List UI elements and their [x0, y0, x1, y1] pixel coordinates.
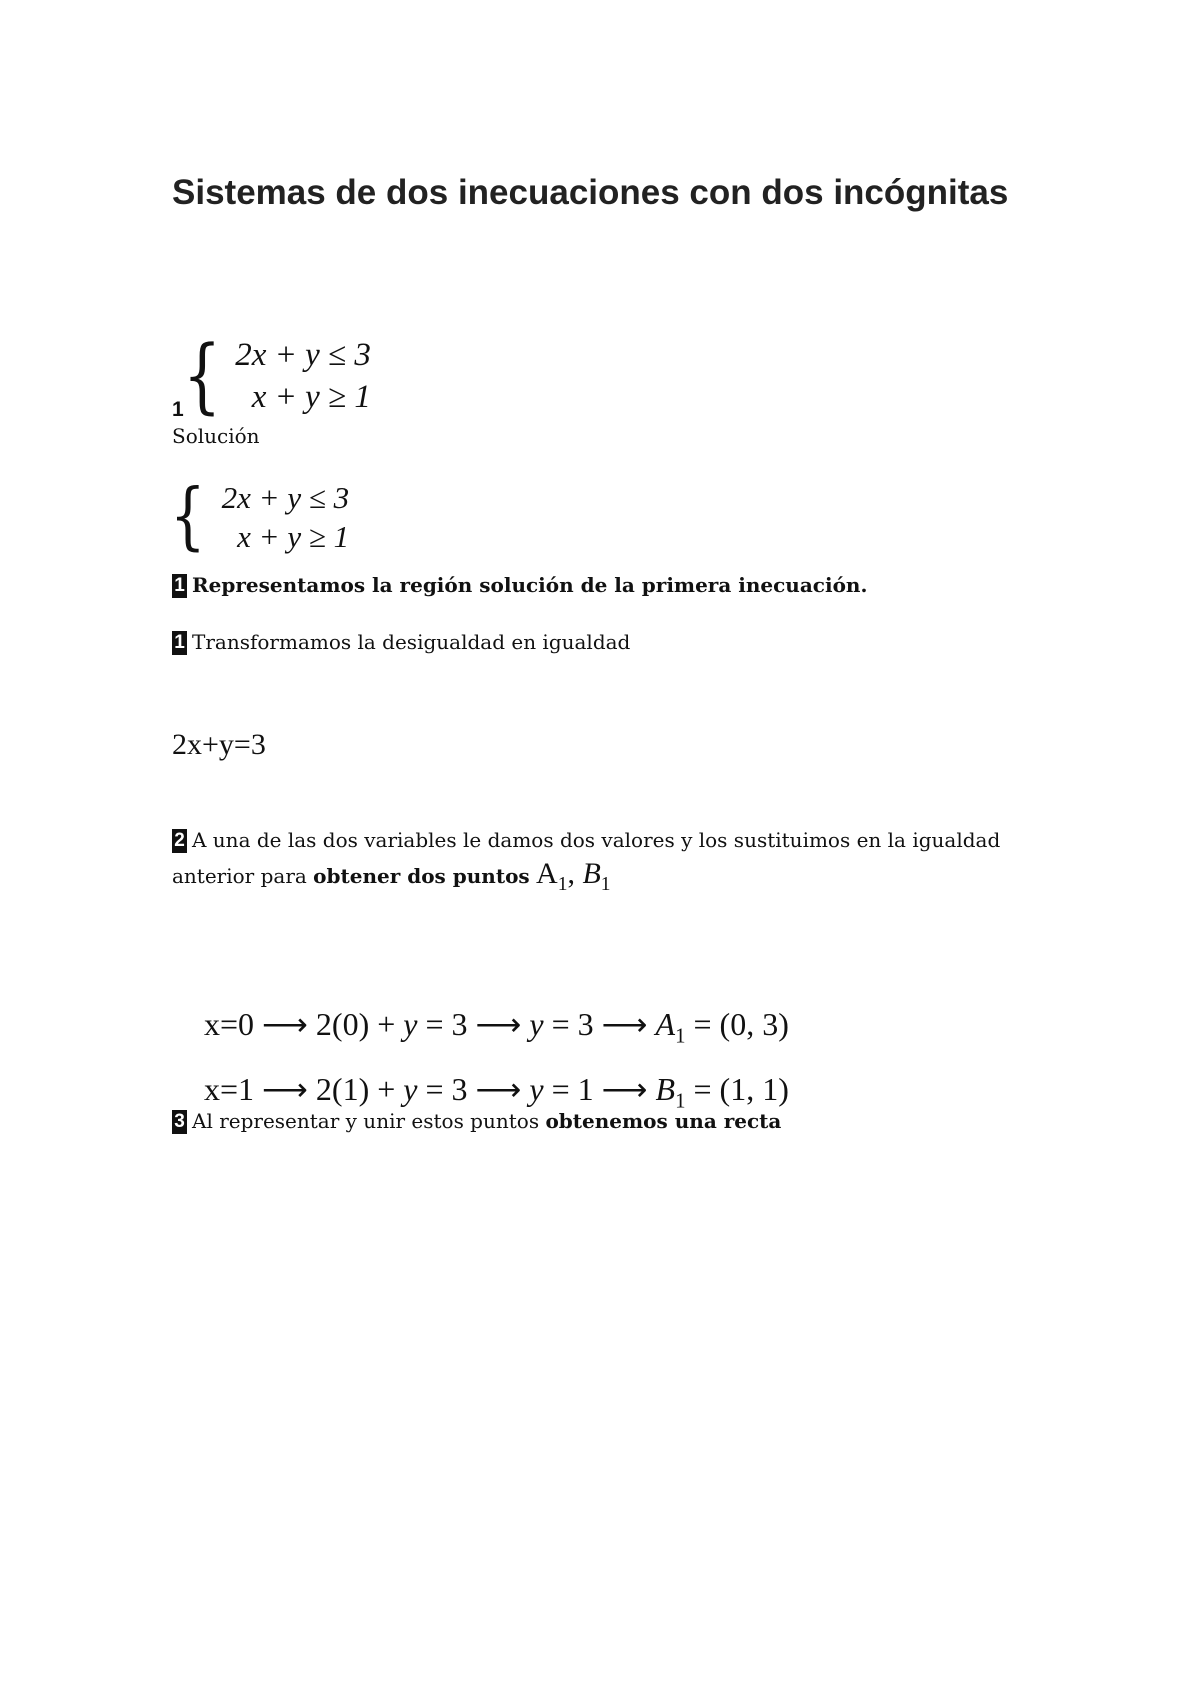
step-bold-text: obtenemos una recta — [545, 1109, 782, 1133]
arrow-icon: ⟶ — [601, 1006, 648, 1042]
left-brace: { — [170, 474, 206, 559]
inequality-1: 2x + y ≤ 3 — [221, 480, 350, 515]
solution-label: Solución — [172, 424, 260, 448]
equation: 2x+y=3 — [172, 728, 266, 761]
step-badge: 1 — [172, 574, 187, 598]
row-substitution-rest: = 3 — [417, 1006, 468, 1042]
inequality-2: x + y ≥ 1 — [221, 519, 350, 554]
inequality-1: 2x + y ≤ 3 — [235, 337, 371, 373]
problem-system — [183, 328, 371, 424]
row-lhs: x=0 — [204, 1006, 255, 1042]
row-var-y: y — [403, 1006, 418, 1042]
step-badge: 2 — [172, 829, 187, 853]
points-separator: , — [567, 857, 583, 890]
step-bold-text: obtener dos puntos — [313, 864, 530, 888]
step-badge: 3 — [172, 1110, 187, 1134]
row-point-coords: = (1, 1) — [685, 1071, 789, 1107]
row-substitution-rest: = 3 — [417, 1071, 468, 1107]
row-point-letter: B — [655, 1071, 676, 1107]
solution-system — [170, 474, 350, 559]
problem-number: 1 — [172, 398, 184, 421]
left-brace: { — [183, 328, 222, 424]
row-result-value: = 1 — [543, 1071, 594, 1107]
section-heading — [172, 568, 1032, 602]
row-lhs: x=1 — [204, 1071, 255, 1107]
point-b-sub: 1 — [600, 874, 611, 895]
row-point-letter: A — [655, 1006, 676, 1042]
point-a-sub: 1 — [557, 874, 568, 895]
row-result-value: = 3 — [543, 1006, 594, 1042]
point-a-letter: A — [536, 857, 558, 890]
row-result-var: y — [529, 1071, 544, 1107]
row-substitution: 2(1) + — [315, 1071, 404, 1107]
system-lines — [235, 334, 371, 418]
row-point-coords: = (0, 3) — [685, 1006, 789, 1042]
inequality-2: x + y ≥ 1 — [235, 379, 371, 415]
row-var-y: y — [403, 1071, 418, 1107]
system-lines — [222, 478, 349, 556]
row-result-var: y — [529, 1006, 544, 1042]
point-b-letter: B — [582, 857, 601, 890]
step-points — [172, 823, 1032, 902]
step-text: Transformamos la desigualdad en igualdad — [192, 630, 631, 654]
arrow-icon: ⟶ — [262, 1071, 308, 1107]
section-heading-text: Representamos la región solución de la primera inecuación. — [192, 573, 868, 597]
step-transform — [172, 625, 1032, 659]
row-point-sub: 1 — [675, 1089, 686, 1113]
arrow-icon: ⟶ — [475, 1006, 522, 1042]
row-substitution: 2(0) + — [315, 1006, 404, 1042]
step-text: Al representar y unir estos puntos — [192, 1109, 546, 1133]
points-label — [536, 857, 611, 895]
step-badge: 1 — [172, 631, 187, 655]
arrow-icon: ⟶ — [475, 1071, 522, 1107]
row-point-sub: 1 — [675, 1024, 686, 1048]
step-line — [172, 1104, 1032, 1138]
arrow-icon: ⟶ — [262, 1006, 308, 1042]
page-title: Sistemas de dos inecuaciones con dos incógnitas — [172, 173, 1009, 212]
step-text: A una de las dos variables le damos dos valores y los sustituimos en la igualdad anterior para — [172, 828, 1001, 888]
arrow-icon: ⟶ — [601, 1071, 648, 1107]
